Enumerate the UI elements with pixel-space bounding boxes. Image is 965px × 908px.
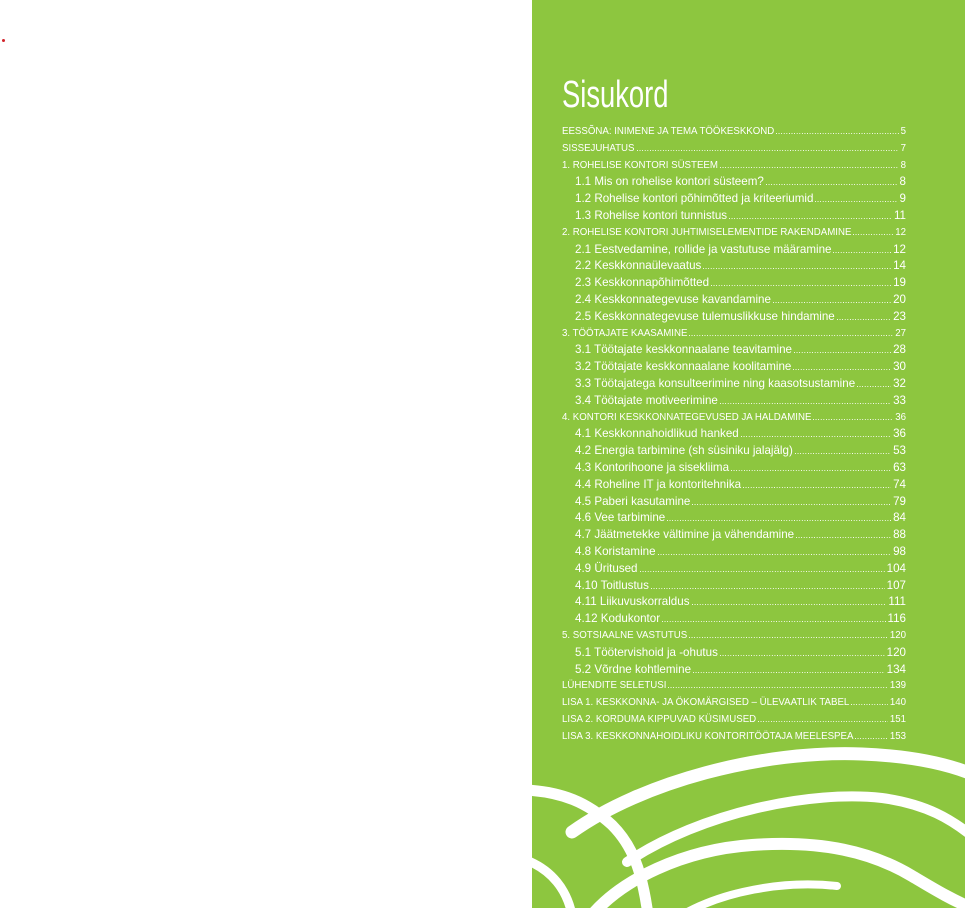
toc-entry-page-number: 9 bbox=[899, 192, 906, 206]
toc-entry-page-number: 8 bbox=[900, 159, 906, 171]
toc-subentry bbox=[562, 611, 906, 628]
toc-entry-page-number: 153 bbox=[889, 730, 906, 742]
dot-leader bbox=[651, 588, 885, 589]
toc-entry-page-number: 19 bbox=[893, 276, 906, 290]
toc-subentry bbox=[562, 309, 906, 326]
toc-entry-label: 3.1 Töötajate keskkonnaalane teavitamine bbox=[575, 343, 792, 357]
toc-entry-label: LÜHENDITE SELETUSI bbox=[562, 680, 667, 692]
toc-subentry bbox=[562, 242, 906, 259]
toc-entry-page-number: 111 bbox=[888, 595, 906, 609]
toc-entry-page-number: 30 bbox=[893, 360, 906, 374]
toc-entry-page-number: 140 bbox=[889, 697, 906, 709]
toc-entry-page-number: 14 bbox=[893, 259, 906, 273]
dot-leader bbox=[662, 621, 885, 622]
toc-entry-label: LISA 1. KESKKONNA- JA ÖKOMÄRGISED – ÜLEVAATLIK TABEL bbox=[562, 697, 850, 709]
dot-leader bbox=[796, 537, 891, 538]
toc-entry bbox=[562, 141, 906, 158]
toc-entry bbox=[562, 326, 906, 343]
toc-entry-page-number: 107 bbox=[886, 578, 906, 592]
toc-entry-page-number: 98 bbox=[893, 544, 906, 558]
toc-entry-label: 4.12 Kodukontor bbox=[575, 612, 661, 626]
dot-leader bbox=[720, 167, 899, 168]
toc-subentry bbox=[562, 561, 906, 578]
toc-entry-label: 4.5 Paberi kasutamine bbox=[575, 494, 691, 508]
dot-leader bbox=[776, 133, 898, 134]
toc-entry-label: 1.3 Rohelise kontori tunnistus bbox=[575, 208, 728, 222]
toc-entry-page-number: 28 bbox=[893, 343, 906, 357]
toc-subentry bbox=[562, 578, 906, 595]
toc-entry bbox=[562, 628, 906, 645]
toc-entry-page-number: 33 bbox=[893, 393, 906, 407]
toc-subentry bbox=[562, 275, 906, 292]
toc-entry-page-number: 5 bbox=[900, 126, 906, 137]
toc-subentry bbox=[562, 443, 906, 460]
toc-entry bbox=[562, 712, 906, 729]
toc-entry-label: 4.10 Toitlustus bbox=[575, 578, 649, 592]
toc-entry-label: 3. TÖÖTAJATE KAASAMINE bbox=[562, 327, 688, 339]
dot-leader bbox=[793, 369, 891, 370]
toc-subentry bbox=[562, 342, 906, 359]
toc-entry-label: 1. ROHELISE KONTORI SÜSTEEM bbox=[562, 159, 718, 171]
toc-entry bbox=[562, 678, 906, 695]
swirl-stroke bbox=[532, 860, 572, 908]
toc-subentry bbox=[562, 494, 906, 511]
dot-leader bbox=[758, 721, 888, 722]
toc-entry-label: 1.1 Mis on rohelise kontori süsteem? bbox=[575, 175, 764, 189]
toc-entry-page-number: 120 bbox=[886, 645, 906, 659]
toc-entry-label: 4. KONTORI KESKKONNATEGEVUSED JA HALDAMINE bbox=[562, 411, 812, 423]
toc-entry-page-number: 23 bbox=[893, 309, 906, 323]
dot-leader bbox=[851, 704, 888, 705]
table-of-contents bbox=[562, 124, 906, 745]
toc-subentry bbox=[562, 292, 906, 309]
toc-subentry bbox=[562, 393, 906, 410]
toc-entry bbox=[562, 410, 906, 427]
toc-entry-label: 2. ROHELISE KONTORI JUHTIMISELEMENTIDE RAKENDAMINE bbox=[562, 226, 852, 238]
toc-entry-page-number: 139 bbox=[889, 680, 906, 692]
toc-entry-page-number: 63 bbox=[893, 460, 906, 474]
dot-leader bbox=[729, 218, 892, 219]
toc-entry-page-number: 32 bbox=[893, 376, 906, 390]
dot-leader bbox=[703, 268, 891, 269]
toc-entry-label: EESSÕNA: INIMENE JA TEMA TÖÖKESKKOND bbox=[562, 126, 775, 137]
toc-entry-page-number: 12 bbox=[893, 242, 906, 256]
dot-leader bbox=[855, 738, 887, 739]
toc-entry-label: 4.7 Jäätmetekke vältimine ja vähendamine bbox=[575, 528, 795, 542]
toc-entry-page-number: 79 bbox=[893, 494, 906, 508]
dot-leader bbox=[640, 571, 885, 572]
toc-entry-label: 2.5 Keskkonnategevuse tulemuslikkuse hindamine bbox=[575, 309, 835, 323]
toc-entry-page-number: 88 bbox=[893, 528, 906, 542]
toc-entry-label: 4.11 Liikuvuskorraldus bbox=[575, 595, 690, 609]
dot-leader bbox=[689, 335, 893, 336]
dot-leader bbox=[795, 453, 891, 454]
toc-entry-page-number: 7 bbox=[900, 142, 906, 154]
dot-leader bbox=[794, 352, 891, 353]
toc-entry-page-number: 27 bbox=[895, 327, 906, 339]
dot-leader bbox=[689, 637, 888, 638]
toc-subentry bbox=[562, 359, 906, 376]
toc-entry-label: 4.3 Kontorihoone ja sisekliima bbox=[575, 460, 730, 474]
toc-entry-page-number: 120 bbox=[889, 629, 906, 641]
toc-entry-page-number: 74 bbox=[893, 477, 906, 491]
toc-entry-label: 4.9 Üritused bbox=[575, 561, 638, 575]
dot-leader bbox=[731, 470, 891, 471]
toc-entry-label: 3.3 Töötajatega konsulteerimine ning kaasotsustamine bbox=[575, 376, 856, 390]
toc-entry-label: 4.2 Energia tarbimine (sh süsiniku jalajälg) bbox=[575, 444, 793, 458]
toc-subentry bbox=[562, 174, 906, 191]
swirl-stroke bbox=[532, 790, 648, 908]
toc-entry-label: 4.4 Roheline IT ja kontoritehnika bbox=[575, 477, 742, 491]
dot-leader bbox=[766, 184, 898, 185]
toc-entry-page-number: 84 bbox=[893, 511, 906, 525]
toc-subentry bbox=[562, 527, 906, 544]
toc-entry-page-number: 36 bbox=[895, 411, 906, 423]
dot-leader bbox=[637, 150, 899, 151]
toc-entry-label: 1.2 Rohelise kontori põhimõtted ja kriteeriumid bbox=[575, 192, 814, 206]
dot-leader bbox=[658, 554, 892, 555]
toc-entry-label: 2.2 Keskkonnaülevaatus bbox=[575, 259, 702, 273]
toc-subentry bbox=[562, 460, 906, 477]
toc-entry-page-number: 36 bbox=[893, 427, 906, 441]
toc-subentry bbox=[562, 510, 906, 527]
toc-entry-label: 2.4 Keskkonnategevuse kavandamine bbox=[575, 292, 771, 306]
dot-leader bbox=[743, 487, 891, 488]
toc-entry-page-number: 53 bbox=[893, 444, 906, 458]
dot-leader bbox=[692, 504, 891, 505]
toc-entry-label: 4.8 Koristamine bbox=[575, 544, 656, 558]
dot-leader bbox=[667, 520, 891, 521]
toc-entry-label: 3.2 Töötajate keskkonnaalane koolitamine bbox=[575, 360, 792, 374]
toc-entry-page-number: 20 bbox=[893, 292, 906, 306]
toc-subentry bbox=[562, 662, 906, 679]
toc-entry-page-number: 104 bbox=[886, 561, 906, 575]
swirl-stroke bbox=[682, 884, 837, 908]
page-title: Sisukord bbox=[562, 74, 669, 116]
toc-entry-page-number: 151 bbox=[889, 713, 906, 725]
toc-entry bbox=[562, 124, 906, 141]
toc-entry-label: 5. SOTSIAALNE VASTUTUS bbox=[562, 629, 688, 641]
dot-leader bbox=[720, 403, 891, 404]
toc-subentry bbox=[562, 191, 906, 208]
toc-entry-page-number: 8 bbox=[899, 175, 906, 189]
dot-leader bbox=[773, 302, 891, 303]
toc-entry-label: 3.4 Töötajate motiveerimine bbox=[575, 393, 718, 407]
toc-entry-label: 5.2 Võrdne kohtlemine bbox=[575, 662, 692, 676]
dot-leader bbox=[833, 252, 891, 253]
toc-entry-page-number: 116 bbox=[887, 612, 906, 626]
red-dot-mark bbox=[2, 39, 5, 42]
dot-leader bbox=[711, 285, 891, 286]
toc-entry-page-number: 134 bbox=[886, 662, 906, 676]
toc-subentry bbox=[562, 544, 906, 561]
dot-leader bbox=[741, 436, 891, 437]
dot-leader bbox=[853, 234, 893, 235]
dot-leader bbox=[668, 687, 887, 688]
toc-subentry bbox=[562, 477, 906, 494]
toc-subentry bbox=[562, 258, 906, 275]
toc-entry-label: SISSEJUHATUS bbox=[562, 142, 635, 154]
toc-entry-label: 4.1 Keskkonnahoidlikud hanked bbox=[575, 427, 739, 441]
toc-entry-label: 5.1 Töötervishoid ja -ohutus bbox=[575, 645, 718, 659]
swirl-stroke bbox=[572, 754, 965, 832]
toc-entry bbox=[562, 158, 906, 175]
toc-entry-label: 2.3 Keskkonnapõhimõtted bbox=[575, 276, 710, 290]
dot-leader bbox=[693, 672, 885, 673]
toc-subentry bbox=[562, 645, 906, 662]
dot-leader bbox=[815, 201, 897, 202]
toc-entry-page-number: 11 bbox=[893, 208, 906, 222]
toc-subentry bbox=[562, 426, 906, 443]
contents-page bbox=[532, 0, 965, 908]
dot-leader bbox=[857, 386, 891, 387]
toc-entry-page-number: 12 bbox=[895, 226, 906, 238]
toc-subentry bbox=[562, 208, 906, 225]
toc-subentry bbox=[562, 594, 906, 611]
swirl-decoration bbox=[532, 740, 965, 908]
toc-entry bbox=[562, 695, 906, 712]
toc-entry bbox=[562, 225, 906, 242]
toc-entry-label: 4.6 Vee tarbimine bbox=[575, 511, 666, 525]
toc-entry-label: 2.1 Eestvedamine, rollide ja vastutuse määramine bbox=[575, 242, 832, 256]
toc-subentry bbox=[562, 376, 906, 393]
dot-leader bbox=[692, 604, 887, 605]
toc-entry-label: LISA 2. KORDUMA KIPPUVAD KÜSIMUSED bbox=[562, 713, 757, 725]
toc-entry-label: LISA 3. KESKKONNAHOIDLIKU KONTORITÖÖTAJA MEELESPEA bbox=[562, 730, 854, 742]
dot-leader bbox=[813, 419, 893, 420]
swirl-stroke bbox=[627, 796, 965, 862]
dot-leader bbox=[837, 319, 891, 320]
dot-leader bbox=[720, 655, 885, 656]
